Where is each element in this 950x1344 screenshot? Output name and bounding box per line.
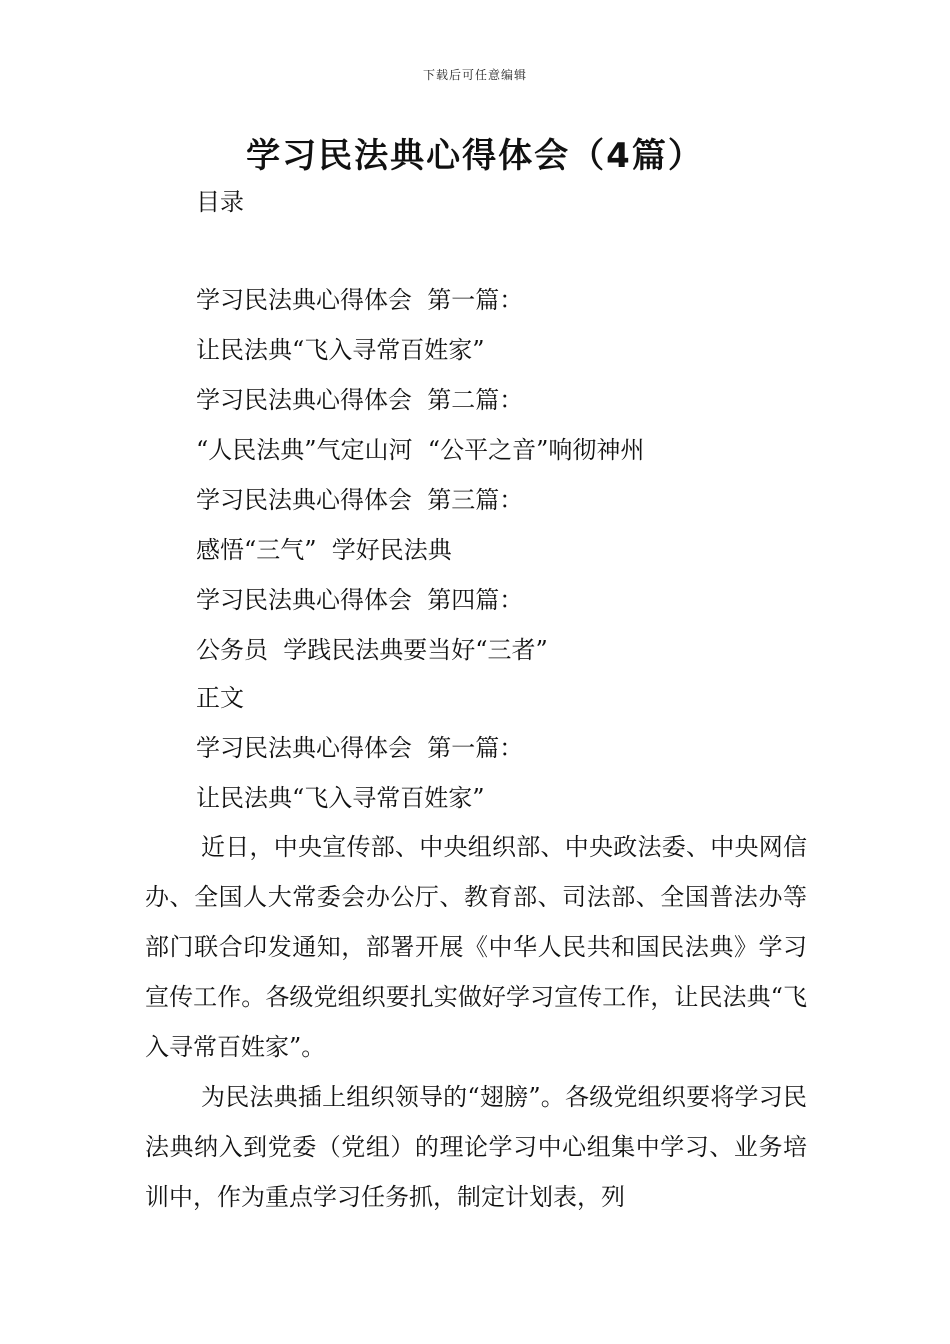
toc-heading: 目录 bbox=[196, 188, 244, 216]
toc-item: 感悟“三气” 学好民法典 bbox=[196, 536, 452, 564]
toc-item: 学习民法典心得体会 第三篇： bbox=[196, 486, 524, 514]
toc-item: 学习民法典心得体会 第一篇： bbox=[196, 286, 524, 314]
body-paragraph: 近日，中央宣传部、中央组织部、中央政法委、中央网信办、全国人大常委会办公厅、教育部、司法部、全国普法办等部门联合印发通知，部署开展《中华人民共和国民法典》学习宣传工作。各级党组织要扎实做好学习宣传工作，让民法典“飞入寻常百姓家”。 bbox=[145, 833, 807, 1061]
toc-item: 公务员 学践民法典要当好“三者” bbox=[196, 636, 548, 664]
body-heading: 正文 bbox=[196, 684, 244, 712]
document-title: 学习民法典心得体会（4篇） bbox=[246, 136, 704, 176]
toc-item: 学习民法典心得体会 第四篇： bbox=[196, 586, 524, 614]
header-note: 下载后可任意编辑 bbox=[422, 68, 527, 82]
section-title: 让民法典“飞入寻常百姓家” bbox=[196, 784, 485, 812]
toc-item: 让民法典“飞入寻常百姓家” bbox=[196, 336, 485, 364]
section-label: 学习民法典心得体会 第一篇： bbox=[196, 734, 524, 762]
toc-item: “人民法典”气定山河 “公平之音”响彻神州 bbox=[196, 436, 645, 464]
body-paragraph: 为民法典插上组织领导的“翅膀”。各级党组织要将学习民法典纳入到党委（党组）的理论学习中心组集中学习、业务培训中，作为重点学习任务抓，制定计划表，列 bbox=[145, 1083, 807, 1211]
toc-item: 学习民法典心得体会 第二篇： bbox=[196, 386, 524, 414]
